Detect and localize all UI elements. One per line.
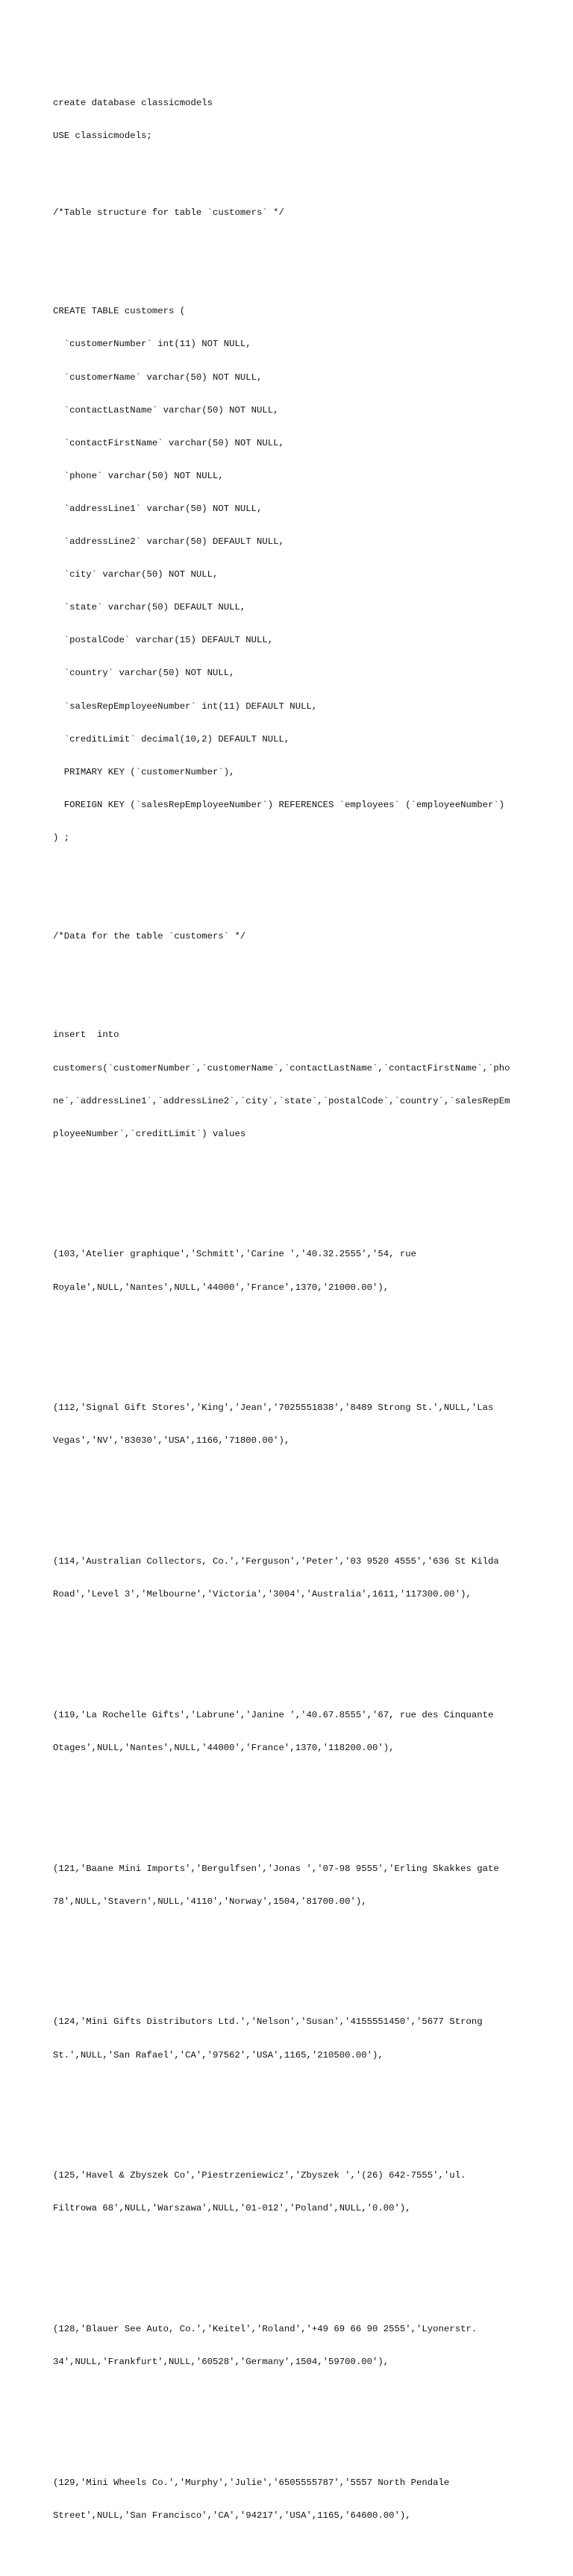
column-country: `country` varchar(50) NOT NULL, [53, 668, 235, 679]
insert-columns-line: ne`,`addressLine1`,`addressLine2`,`city`,`state`,`postalCode`,`country`,`salesRepEm [53, 1095, 510, 1106]
blank-line [53, 2412, 530, 2423]
foreign-key-line: FOREIGN KEY (`salesRepEmployeeNumber`) REFERENCES `employees` (`employeeNumber`) [53, 799, 505, 810]
column-customer-name: `customerName` varchar(50) NOT NULL, [53, 372, 263, 383]
record-125 [53, 2149, 530, 2237]
blank-line [53, 1337, 530, 1348]
blank-line [53, 1797, 530, 1808]
record-line: (103,'Atelier graphique','Schmitt','Carine ','40.32.2555','54, rue [53, 1249, 417, 1260]
record-line: Road','Level 3','Melbourne','Victoria','3004','Australia',1611,'117300.00'), [53, 1589, 472, 1600]
record-114 [53, 1535, 530, 1623]
blank-line [53, 1951, 530, 1962]
record-121 [53, 1841, 530, 1929]
record-119 [53, 1687, 530, 1776]
record-line: (114,'Australian Collectors, Co.','Ferguson','Peter','03 9520 4555','636 St Kilda [53, 1556, 499, 1567]
code-line-use-database: USE classicmodels; [53, 131, 152, 142]
code-line-create-database: create database classicmodels [53, 98, 213, 109]
primary-key-line: PRIMARY KEY (`customerNumber`), [53, 766, 235, 777]
record-line: Otages',NULL,'Nantes',NULL,'44000','France',1370,'118200.00'), [53, 1742, 395, 1753]
record-112 [53, 1381, 530, 1469]
insert-values-line: ployeeNumber`,`creditLimit`) values [53, 1128, 246, 1139]
blank-line [53, 1644, 530, 1655]
column-contact-first-name: `contactFirstName` varchar(50) NOT NULL, [53, 437, 284, 448]
column-sales-rep-employee-number: `salesRepEmployeeNumber` int(11) DEFAULT NULL, [53, 701, 318, 712]
blank-line [53, 1491, 530, 1502]
column-address-line1: `addressLine1` varchar(50) NOT NULL, [53, 503, 263, 514]
insert-statement [53, 1008, 530, 1162]
record-line: 34',NULL,'Frankfurt',NULL,'60528','Germany',1504,'59700.00'), [53, 2357, 389, 2368]
record-129 [53, 2455, 530, 2543]
column-city: `city` varchar(50) NOT NULL, [53, 569, 219, 580]
record-line: (112,'Signal Gift Stores','King','Jean','7025551838','8489 Strong St.',NULL,'Las [53, 1403, 494, 1414]
record-line: St.',NULL,'San Rafael','CA','97562','USA',1165,'210500.00'), [53, 2049, 383, 2061]
column-phone: `phone` varchar(50) NOT NULL, [53, 470, 224, 481]
record-line: (119,'La Rochelle Gifts','Labrune','Janine ','40.67.8555','67, rue des Cinquante [53, 1709, 494, 1720]
record-line: (121,'Baane Mini Imports','Bergulfsen','Jonas ','07-98 9555','Erling Skakkes gate [53, 1863, 499, 1874]
column-credit-limit: `creditLimit` decimal(10,2) DEFAULT NULL, [53, 733, 290, 745]
blank-line [53, 964, 530, 975]
record-line: Filtrowa 68',NULL,'Warszawa',NULL,'01-012','Poland',NULL,'0.00'), [53, 2203, 411, 2214]
column-address-line2: `addressLine2` varchar(50) DEFAULT NULL, [53, 536, 284, 548]
insert-columns-line: customers(`customerNumber`,`customerName`,`contactLastName`,`contactFirstName`,`pho [53, 1062, 510, 1074]
column-postal-code: `postalCode` varchar(15) DEFAULT NULL, [53, 635, 274, 646]
create-table-block [53, 284, 530, 865]
data-comment: /*Data for the table `customers` */ [53, 931, 246, 942]
column-state: `state` varchar(50) DEFAULT NULL, [53, 602, 246, 613]
blank-line [53, 163, 530, 175]
record-line: Royale',NULL,'Nantes',NULL,'44000','France',1370,'21000.00'), [53, 1282, 389, 1293]
record-124 [53, 1995, 530, 2083]
create-table-end: ) ; [53, 832, 70, 843]
record-103 [53, 1227, 530, 1315]
record-line: (124,'Mini Gifts Distributors Ltd.','Nelson','Susan','4155551450','5677 Strong [53, 2016, 483, 2028]
record-line: Street',NULL,'San Francisco','CA','94217','USA',1165,'64600.00'), [53, 2510, 411, 2521]
create-table-line: CREATE TABLE customers ( [53, 306, 186, 317]
record-line: (129,'Mini Wheels Co.','Murphy','Julie','6505555787','5557 North Pendale [53, 2477, 450, 2488]
record-line: 78',NULL,'Stavern',NULL,'4110','Norway',1504,'81700.00'), [53, 1896, 367, 1907]
record-128 [53, 2302, 530, 2390]
insert-line: insert into [53, 1030, 119, 1041]
blank-line [53, 2258, 530, 2269]
column-customer-number: `customerNumber` int(11) NOT NULL, [53, 339, 251, 350]
record-line: Vegas','NV','83030','USA',1166,'71800.00'), [53, 1435, 290, 1447]
blank-line [53, 240, 530, 251]
column-contact-last-name: `contactLastName` varchar(50) NOT NULL, [53, 404, 279, 416]
record-line: (128,'Blauer See Auto, Co.','Keitel','Roland','+49 69 66 90 2555','Lyonerstr. [53, 2324, 478, 2335]
sql-listing [53, 65, 530, 2576]
blank-line [53, 887, 530, 898]
blank-line [53, 2105, 530, 2116]
blank-line [53, 1183, 530, 1194]
record-line: (125,'Havel & Zbyszek Co','Piestrzeniewicz','Zbyszek ','(26) 642-7555','ul. [53, 2170, 466, 2181]
structure-comment: /*Table structure for table `customers` */ [53, 207, 284, 219]
